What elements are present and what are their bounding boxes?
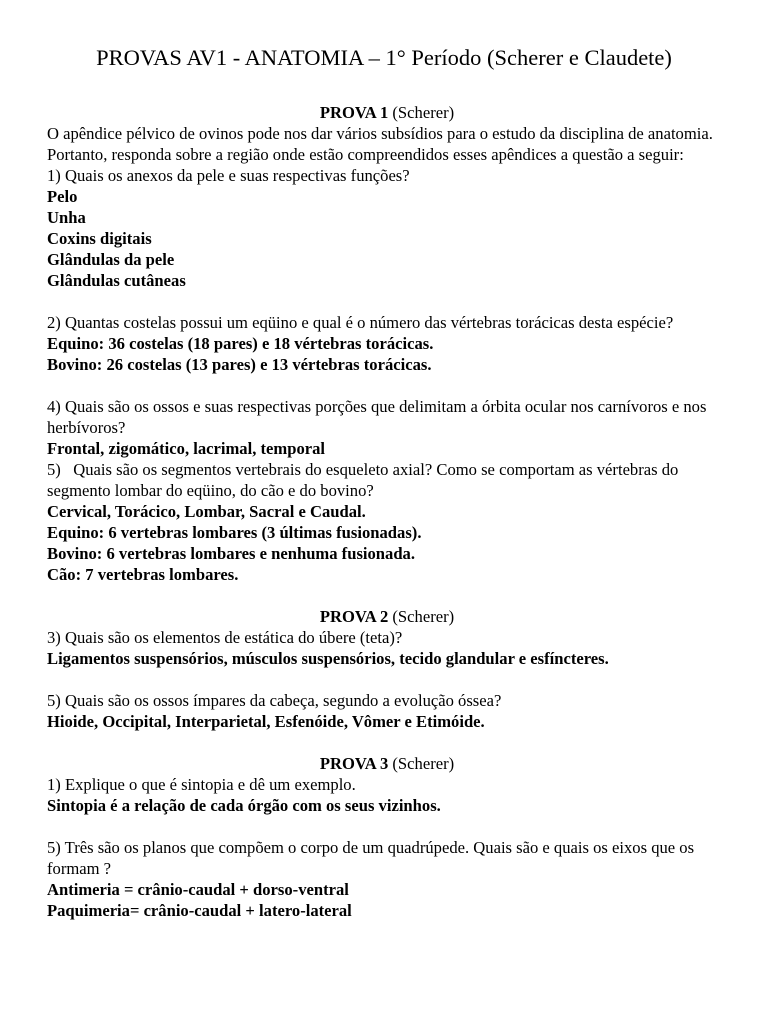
prova1-q1-answer: Coxins digitais	[47, 229, 152, 248]
spacer	[47, 669, 727, 690]
prova1-q5-answer: Equino: 6 vertebras lombares (3 últimas fusionadas).	[47, 523, 422, 542]
prova1-q4-answer: Frontal, zigomático, lacrimal, temporal	[47, 439, 326, 458]
prova1-q2-question: 2) Quantas costelas possui um eqüino e qual é o número das vértebras torácicas desta espécie?	[47, 313, 674, 332]
prova2-q5-question: 5) Quais são os ossos ímpares da cabeça, segundo a evolução óssea?	[47, 691, 502, 710]
prova1-q5-question: 5) Quais são os segmentos vertebrais do esqueleto axial? Como se comportam as vértebras do segmento lombar do eqüino, do cão e do bovino?	[47, 460, 683, 500]
prova1-q5-answer: Cervical, Torácico, Lombar, Sacral e Caudal.	[47, 502, 366, 521]
prova3-q5-answer: Antimeria = crânio-caudal + dorso-ventral	[47, 880, 349, 899]
prova1-q5-answer: Bovino: 6 vertebras lombares e nenhuma fusionada.	[47, 544, 416, 563]
prova3-q1-question: 1) Explique o que é sintopia e dê um exemplo.	[47, 775, 356, 794]
prova1-intro: O apêndice pélvico de ovinos pode nos dar vários subsídios para o estudo da disciplina de anatomia. Portanto, responda sobre a região onde estão compreendidos esses apêndices a questão a seguir:	[47, 124, 713, 164]
document-title: PROVAS AV1 - ANATOMIA – 1° Período (Scherer e Claudete)	[96, 45, 672, 70]
prova2-heading-title: PROVA 2	[319, 607, 389, 626]
prova3-heading	[47, 753, 727, 774]
prova1-heading-author: (Scherer)	[392, 103, 455, 122]
prova2-heading	[47, 606, 727, 627]
prova1-q1-question: 1) Quais os anexos da pele e suas respectivas funções?	[47, 166, 410, 185]
prova1-q2-answer: Equino: 36 costelas (18 pares) e 18 vértebras torácicas.	[47, 334, 434, 353]
prova1-q5-answer: Cão: 7 vertebras lombares.	[47, 565, 239, 584]
prova3-heading-title: PROVA 3	[319, 754, 389, 773]
spacer	[47, 816, 727, 837]
prova1-q4-question: 4) Quais são os ossos e suas respectivas porções que delimitam a órbita ocular nos carnívoros e nos herbívoros?	[47, 397, 707, 437]
prova3-q5-question: 5) Três são os planos que compõem o corpo de um quadrúpede. Quais são e quais os eixos que os formam ?	[47, 838, 695, 878]
spacer	[47, 585, 727, 606]
prova2-q3-question: 3) Quais são os elementos de estática do úbere (teta)?	[47, 628, 403, 647]
prova3-q5-answer: Paquimeria= crânio-caudal + latero-lateral	[47, 901, 352, 920]
document-body	[47, 102, 727, 921]
prova1-q1-answer: Glândulas da pele	[47, 250, 175, 269]
prova1-q1-answer: Unha	[47, 208, 86, 227]
prova3-q1-answer: Sintopia é a relação de cada órgão com os seus vizinhos.	[47, 796, 441, 815]
prova1-q1-answer: Glândulas cutâneas	[47, 271, 186, 290]
prova2-q3-answer: Ligamentos suspensórios, músculos suspensórios, tecido glandular e esfíncteres.	[47, 649, 609, 668]
prova1-heading-title: PROVA 1	[319, 103, 389, 122]
prova1-heading	[47, 102, 727, 123]
spacer	[47, 732, 727, 753]
spacer	[47, 375, 727, 396]
prova3-heading-author: (Scherer)	[392, 754, 455, 773]
prova1-q2-answer: Bovino: 26 costelas (13 pares) e 13 vértebras torácicas.	[47, 355, 432, 374]
prova1-q1-answer: Pelo	[47, 187, 78, 206]
prova2-q5-answer: Hioide, Occipital, Interparietal, Esfenóide, Vômer e Etimóide.	[47, 712, 485, 731]
prova2-heading-author: (Scherer)	[392, 607, 455, 626]
spacer	[47, 291, 727, 312]
